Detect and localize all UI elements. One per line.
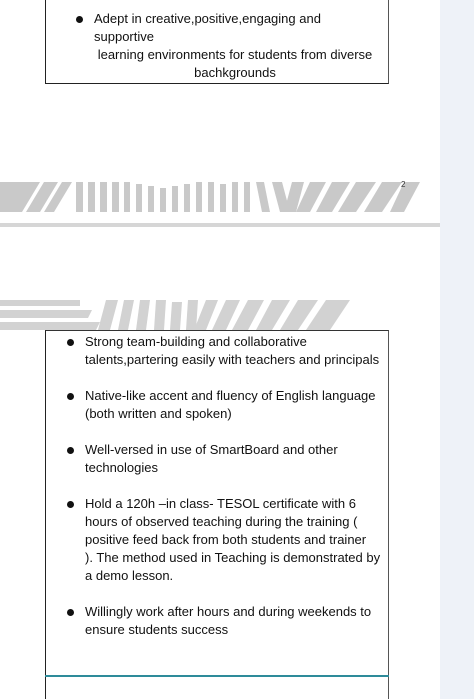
bullet-text — [85, 603, 371, 639]
side-panel — [440, 0, 474, 699]
decorative-stripe-band — [0, 296, 360, 332]
text-line: learning environments for students from diverse — [97, 47, 373, 62]
top-bordered-box — [45, 0, 389, 84]
divider-line — [0, 223, 440, 227]
text-line: positive feed back from both students and trainer — [85, 532, 367, 547]
text-line: Native-like accent and fluency of English language — [85, 388, 376, 403]
bullet-text — [85, 387, 376, 423]
bullet-list — [67, 333, 387, 657]
bullet-icon — [67, 447, 74, 454]
text-line: a demo lesson. — [85, 568, 174, 583]
bullet-text — [85, 333, 379, 369]
text-line: Hold a 120h –in class- TESOL certificate with 6 — [85, 496, 356, 511]
list-item — [67, 495, 387, 585]
text-line: talents,partering easily with teachers and principals — [85, 352, 380, 367]
bullet-text — [85, 441, 338, 477]
list-item — [67, 603, 387, 639]
bullet-icon — [67, 339, 74, 346]
text-line: Strong team-building and collaborative — [85, 334, 307, 349]
bullet-text — [94, 10, 376, 82]
text-line: ). The method used in Teaching is demonstrated by — [85, 550, 381, 565]
text-line: bachkgrounds — [194, 65, 276, 80]
stripe-pattern-icon — [0, 296, 360, 332]
bullet-icon — [67, 609, 74, 616]
text-line: (both written and spoken) — [85, 406, 232, 421]
stripe-pattern-icon — [0, 178, 420, 216]
box-bottom-rule — [45, 675, 389, 677]
text-line: hours of observed teaching during the training ( — [85, 514, 358, 529]
decorative-stripe-band — [0, 178, 420, 216]
list-item — [67, 441, 387, 477]
page-mark: 2 — [401, 180, 406, 189]
text-line: ensure students success — [85, 622, 229, 637]
text-line: Willingly work after hours and during weekends to — [85, 604, 372, 619]
text-line: Well-versed in use of SmartBoard and other — [85, 442, 338, 457]
text-line: Adept in creative,positive,engaging and supportive — [94, 11, 321, 44]
list-item — [67, 387, 387, 423]
bullet-icon — [67, 501, 74, 508]
list-item — [67, 333, 387, 369]
list-item — [76, 10, 376, 82]
bullet-icon — [67, 393, 74, 400]
bullet-icon — [76, 16, 83, 23]
bullet-text — [85, 495, 380, 585]
text-line: technologies — [85, 460, 158, 475]
